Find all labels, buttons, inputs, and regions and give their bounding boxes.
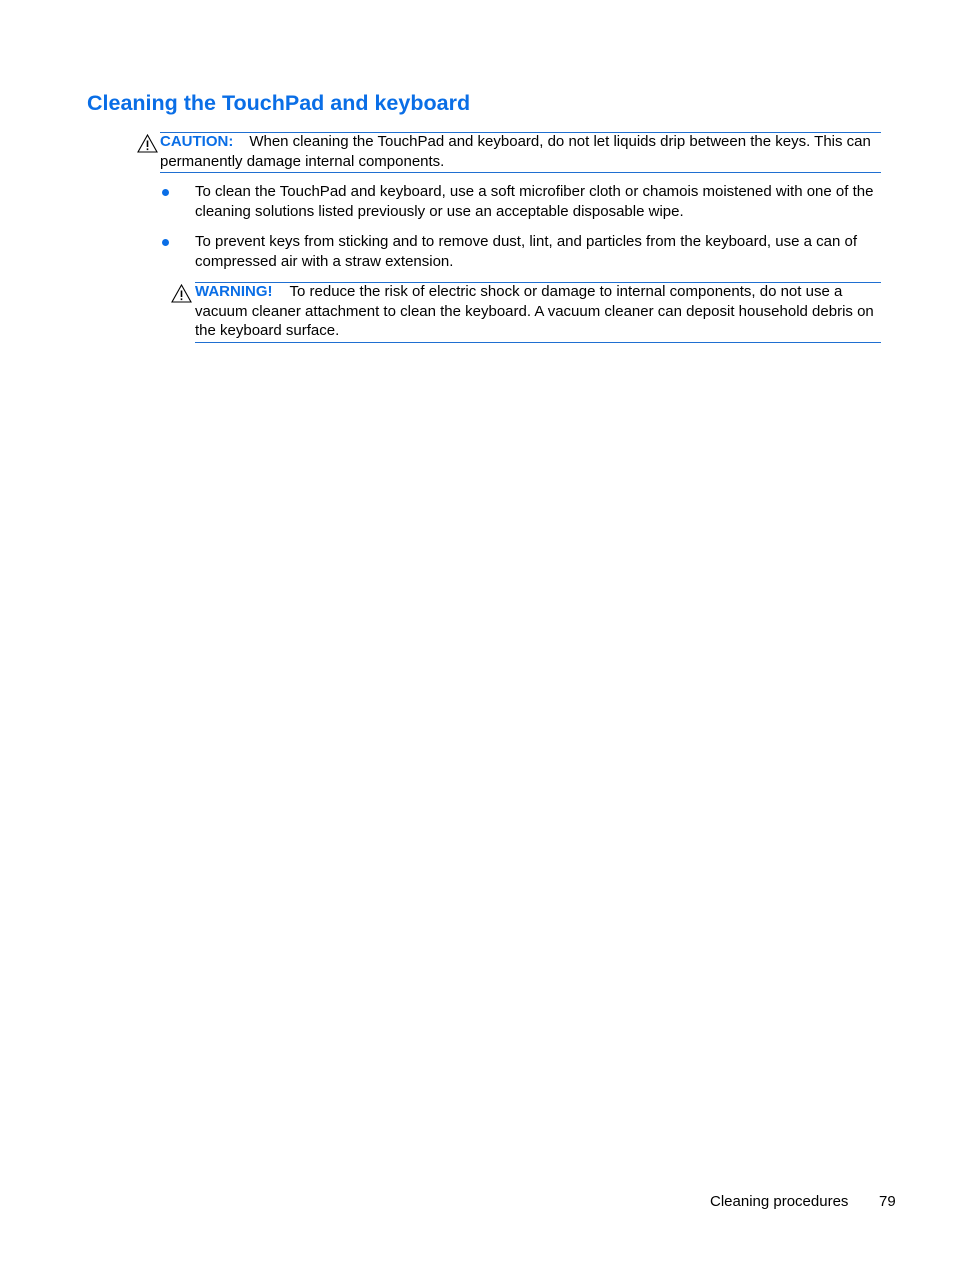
bullet-dot-icon bbox=[162, 239, 169, 246]
warning-label: WARNING! bbox=[195, 283, 273, 300]
bullet-dot-icon bbox=[162, 189, 169, 196]
caution-warning-triangle-icon bbox=[137, 134, 158, 153]
warning-notice bbox=[195, 282, 881, 343]
footer-section-title: Cleaning procedures bbox=[710, 1193, 849, 1210]
list-item-text: To prevent keys from sticking and to remove dust, lint, and particles from the keyboard, use a can of compressed air with a straw extension. bbox=[195, 233, 857, 270]
caution-text: When cleaning the TouchPad and keyboard, do not let liquids drip between the keys. This can permanently damage internal components. bbox=[160, 133, 871, 170]
warning-triangle-icon bbox=[171, 284, 192, 303]
page-number: 79 bbox=[879, 1193, 896, 1210]
section-heading: Cleaning the TouchPad and keyboard bbox=[87, 91, 471, 115]
caution-notice bbox=[160, 132, 881, 173]
warning-text: To reduce the risk of electric shock or damage to internal components, do not use a vacuum cleaner attachment to clean the keyboard. A vacuum cleaner can deposit household debris on the keyboard surface. bbox=[195, 283, 874, 339]
caution-label: CAUTION: bbox=[160, 133, 234, 150]
list-item-text: To clean the TouchPad and keyboard, use a soft microfiber cloth or chamois moistened with one of the cleaning solutions listed previously or use an acceptable disposable wipe. bbox=[195, 183, 874, 220]
